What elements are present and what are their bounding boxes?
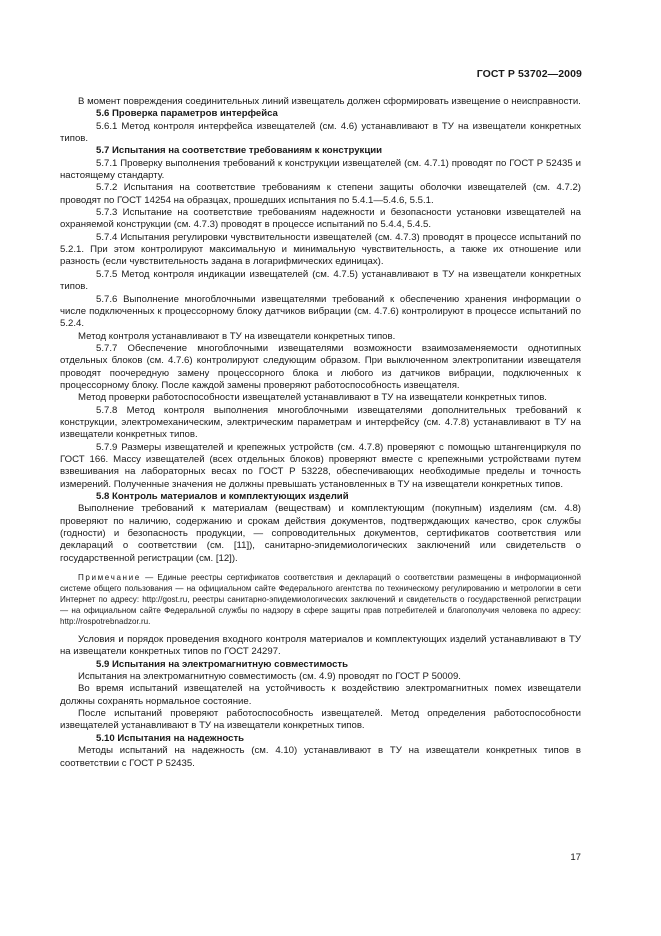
- body-paragraph: [60, 503, 581, 565]
- clause-number: 5.10: [96, 732, 115, 744]
- body-paragraph: [60, 392, 581, 404]
- body-paragraph: [60, 442, 581, 491]
- paragraph-text: Испытания регулировки чувствительности извещателей (см. 4.7.3) проводят в процессе испытаний по 5.2.1. При этом контролируют максимальную и минимальную чувствительность, а также их отношение или разность (если чувствительность задана в логарифмических единицах).: [60, 231, 581, 268]
- paragraph-text: Испытание на соответствие требованиям надежности и безопасности установки извещателей на охраняемой конструкции (см. 4.7.3) проводят в процессе испытаний по 5.4.4, 5.4.5.: [60, 207, 581, 231]
- body-paragraph: [60, 232, 581, 269]
- body-paragraph: [60, 331, 581, 343]
- clause-number: 5.9: [96, 658, 110, 670]
- body-paragraph: [60, 294, 581, 331]
- clause-number: 5.7.3: [96, 207, 118, 219]
- body-paragraph: [60, 158, 581, 183]
- paragraph-text: Метод контроля устанавливают в ТУ на извещатели конкретных типов.: [78, 330, 396, 342]
- clause-number: 5.7.1: [96, 157, 118, 169]
- clause-number: 5.7.6: [96, 293, 118, 305]
- note-paragraph: [60, 572, 581, 627]
- paragraph-text: В момент повреждения соединительных линий извещатель должен сформировать извещение о неисправности.: [78, 96, 581, 107]
- clause-number: 5.8: [96, 491, 110, 502]
- body-paragraph: [60, 683, 581, 708]
- body-paragraph: [60, 182, 581, 207]
- paragraph-text: Испытания на электромагнитную совместимость: [112, 658, 348, 670]
- paragraph-text: Испытания на соответствие требованиям к конструкции: [112, 145, 383, 157]
- paragraph-text: Проверка параметров интерфейса: [112, 108, 278, 120]
- clause-number: 5.7.2: [96, 182, 118, 194]
- paragraph-text: Испытания на соответствие требованиям к степени защиты оболочки извещателей (см. 4.7.2) проводят по ГОСТ 14254 на образцах, прошедших испытания по 5.4.1—5.4.6, 5.5.1.: [60, 182, 581, 206]
- section-heading: [60, 659, 581, 671]
- clause-number: 5.7.7: [96, 342, 118, 354]
- body-paragraph: [60, 269, 581, 294]
- paragraph-text: Выполнение требований к материалам (веществам) и комплектующим (покупным) изделиям (см. 4.8) проверяют по наличию, содержанию и срокам действия документов, подтверждающих качество, срок службы (годности) и безопасность продукции, — сопроводительных документов, сертификатов соответствия или деклараций о соответствии (см. [11]), санитарно-эпидемиологических заключений или свидетельств о государственной регистрации (см. [12]).: [60, 503, 581, 564]
- clause-number: 5.6.1: [96, 120, 118, 132]
- clause-number: 5.7.8: [96, 404, 118, 416]
- paragraph-text: Контроль материалов и комплектующих изделий: [112, 491, 349, 502]
- paragraph-text: Метод контроля интерфейса извещателей (см. 4.6) устанавливают в ТУ на извещатели конкретных типов.: [60, 120, 581, 145]
- paragraph-text: Обеспечение многоблочными извещателями возможности взаимозаменяемости однотипных отдельных блоков (см. 4.7.6) контролируют следующим образом. При выключенном электропитании извещателя проводят поочередную замену процессорного блока и любого из датчиков вибрации, подключенных к процессорному блоку. После каждой замены проверяют работоспособность извещателя.: [60, 342, 581, 391]
- body-paragraph: [60, 121, 581, 146]
- paragraph-text: Методы испытаний на надежность (см. 4.10) устанавливают в ТУ на извещатели конкретных типов в соответствии с ГОСТ Р 52435.: [60, 745, 581, 769]
- paragraph-text: Проверку выполнения требований к конструкции извещателей (см. 4.7.1) проводят по ГОСТ Р 52435 и настоящему стандарту.: [60, 157, 581, 182]
- page-number: 17: [570, 852, 581, 863]
- body-paragraph: [60, 405, 581, 442]
- body-paragraph: [60, 708, 581, 733]
- paragraph-text: Размеры извещателей и крепежных устройств (см. 4.7.8) проверяют с помощью штангенциркуля по ГОСТ 166. Массу извещателей (всех отдельных блоков) проверяют вместе с крепежными устройствами путем взвешивания на лабораторных весах по ГОСТ Р 53228, обеспечивающих необходимые пределы и точность измерений. Полученные значения не должны превышать установленных в ТУ на извещатели конкретных типов.: [60, 441, 581, 490]
- body-paragraph: [60, 671, 581, 683]
- note-label: Примечание: [78, 573, 141, 583]
- paragraph-text: Метод контроля индикации извещателей (см. 4.7.5) устанавливают в ТУ на извещатели конкретных типов.: [60, 268, 582, 293]
- paragraph-text: После испытаний проверяют работоспособность извещателей. Метод определения работоспособности извещателей устанавливают в ТУ на извещатели конкретных типов.: [60, 708, 581, 732]
- section-heading: [60, 491, 581, 503]
- document-header-title: ГОСТ Р 53702—2009: [476, 68, 582, 80]
- clause-number: 5.7: [96, 145, 110, 157]
- body-paragraph: [60, 96, 581, 108]
- body-paragraph: [60, 207, 581, 232]
- clause-number: 5.6: [96, 108, 110, 120]
- body-paragraph: [60, 745, 581, 770]
- paragraph-text: — Единые реестры сертификатов соответствия и деклараций о соответствии размещены в информационной системе общего пользования — на официальном сайте Федерального агентства по техническому регулированию и метрологии в сети Интернет по адресу: http://gost.ru, реестры санитарно-эпидемиологических заключений и свидетельств о государственной регистрации — на официальном сайте Федеральной службы по надзору в сфере защиты прав потребителей и благополучия человека по адресу: http://rospotrebnadzor.ru.: [60, 573, 581, 627]
- paragraph-text: Метод контроля выполнения многоблочными извещателями дополнительных требований к конструкции, электромеханическим, электрическим параметрам и интерфейсу (см. 4.7.8) устанавливают в ТУ на извещатели конкретных типов.: [60, 404, 581, 441]
- paragraph-text: Испытания на надежность: [117, 732, 245, 744]
- paragraph-text: Испытания на электромагнитную совместимость (см. 4.9) проводят по ГОСТ Р 50009.: [78, 671, 461, 683]
- paragraph-text: Во время испытаний извещателей на устойчивость к воздействию электромагнитных помех извещатели должны сохранять нормальное состояние.: [60, 683, 581, 707]
- section-heading: [60, 108, 581, 120]
- clause-number: 5.7.9: [96, 441, 118, 453]
- paragraph-text: Выполнение многоблочными извещателями требований к обеспечению хранения информации о числе подключенных к процессорному блоку датчиков вибрации (см. 4.7.6) контролируют в процессе испытаний по 5.2.4.: [60, 293, 581, 330]
- clause-number: 5.7.4: [96, 231, 118, 243]
- section-heading: [60, 733, 581, 745]
- body-paragraph: [60, 343, 581, 392]
- paragraph-text: Метод проверки работоспособности извещателей устанавливают в ТУ на извещатели конкретных типов.: [78, 392, 547, 404]
- paragraph-text: Условия и порядок проведения входного контроля материалов и комплектующих изделий устанавливают в ТУ на извещатели конкретных типов по ГОСТ 24297.: [60, 634, 581, 658]
- section-heading: [60, 145, 581, 157]
- clause-number: 5.7.5: [96, 268, 118, 280]
- document-body: [60, 96, 581, 770]
- body-paragraph: [60, 634, 581, 659]
